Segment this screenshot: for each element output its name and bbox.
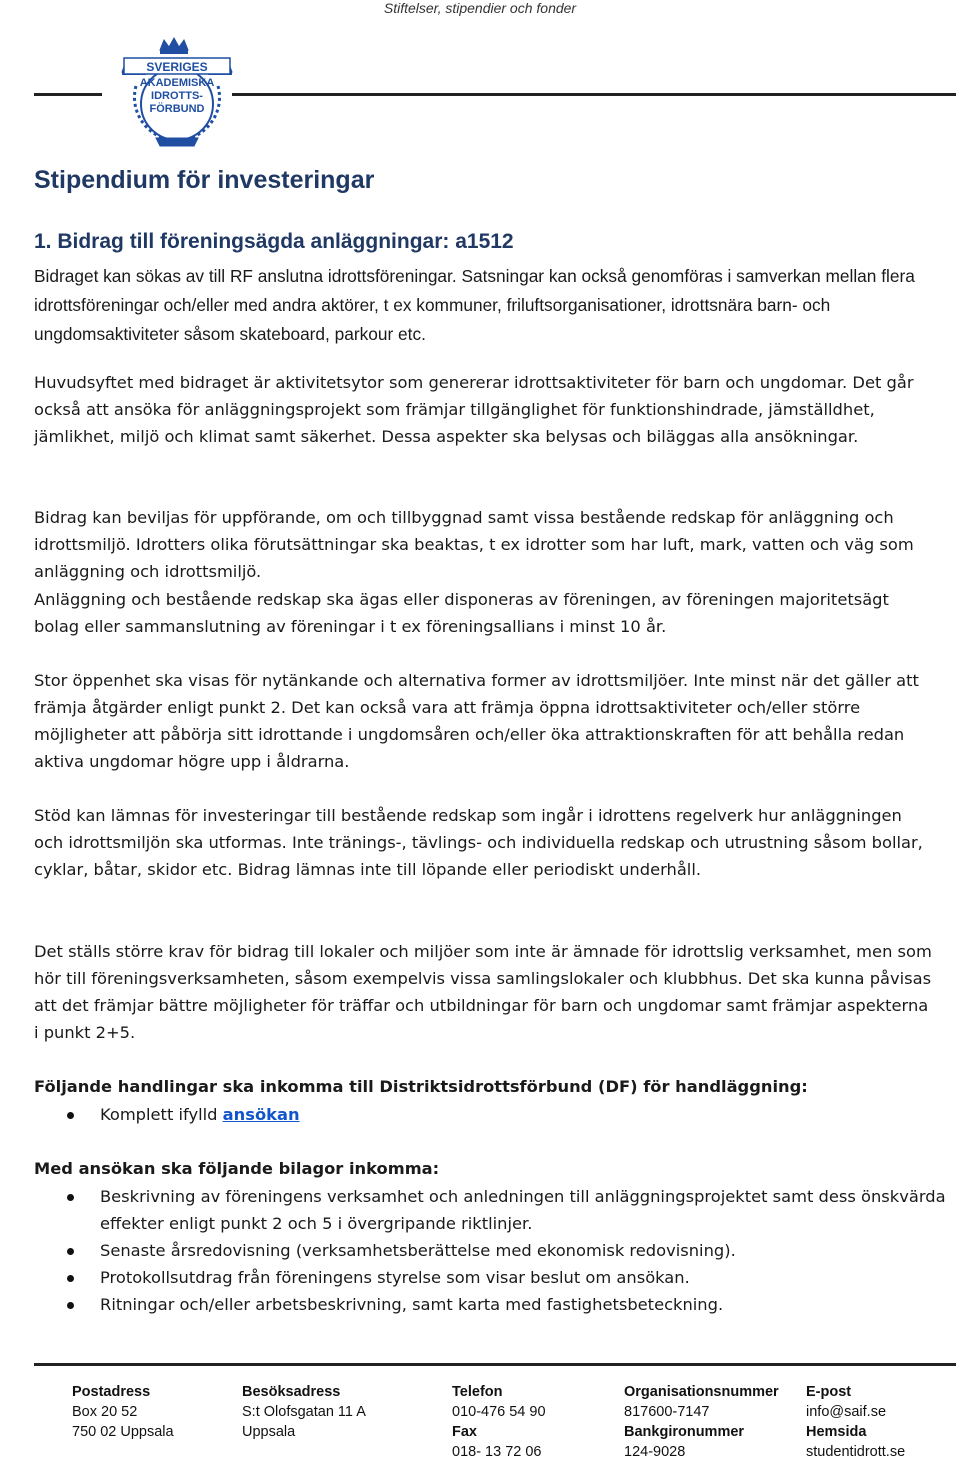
- documents-item-text: Komplett ifylld: [100, 1105, 223, 1124]
- list-item: [34, 1183, 954, 1237]
- attachments-list: [34, 1183, 954, 1318]
- attachment-text: Ritningar och/eller arbetsbeskrivning, samt karta med fastighetsbeteckning.: [100, 1295, 724, 1314]
- page-title: Stipendium för investeringar: [34, 166, 375, 194]
- paragraph-2: Huvudsyftet med bidraget är aktivitetsytor som genererar idrottsaktiviteter för barn och ungdomar. Det går också att ansöka för anläggningsprojekt som främjar tillgänglighet för funktionshindrade, jämställdhet, jämlikhet, miljö och klimat samt säkerhet. Dessa aspekter ska belysas och biläggas alla ansökningar.: [34, 373, 914, 446]
- footer-value: Box 20 52: [72, 1404, 138, 1420]
- paragraph-6: Stöd kan lämnas för investeringar till bestående redskap som ingår i idrottens regelverk hur anläggningen och idrottsmiljön ska utformas. Inte tränings-, tävlings- och individuella redskap och utrustning såsom bollar, cyklar, båtar, skidor etc. Bidrag lämnas inte till löpande eller periodiskt underhåll.: [34, 806, 923, 879]
- bullet-icon: [67, 1112, 74, 1119]
- list-item: [34, 1101, 954, 1128]
- footer-org: [624, 1382, 779, 1462]
- crown-emblem-icon: [116, 36, 238, 148]
- list-item: [34, 1291, 954, 1318]
- bullet-icon: [67, 1302, 74, 1309]
- footer-label: E-post: [806, 1384, 852, 1400]
- footer-besoksadress: [242, 1382, 366, 1442]
- attachment-text: Beskrivning av föreningens verksamhet och anledningen till anläggningsprojektet samt dess önskvärda effekter enligt punkt 2 och 5 i övergripande riktlinjer.: [100, 1187, 946, 1233]
- footer-label: Postadress: [72, 1384, 151, 1400]
- bullet-icon: [67, 1248, 74, 1255]
- footer-label: Organisationsnummer: [624, 1384, 779, 1400]
- bullet-icon: [67, 1275, 74, 1282]
- application-link[interactable]: ansökan: [222, 1105, 300, 1124]
- header-rule-right: [232, 93, 956, 96]
- attachment-text: Protokollsutdrag från föreningens styrelse som visar beslut om ansökan.: [100, 1268, 690, 1287]
- fax-number: 018- 13 72 06: [452, 1444, 542, 1460]
- paragraph-4: Anläggning och bestående redskap ska ägas eller disponeras av föreningen, av föreningen majoritetsägt bolag eller sammanslutning av föreningar i t ex föreningsallians i minst 10 år.: [34, 590, 889, 636]
- bank-number: 124-9028: [624, 1444, 686, 1460]
- section-heading: 1. Bidrag till föreningsägda anläggningar: a1512: [34, 230, 514, 253]
- logo-line-2: AKADEMISKA: [139, 77, 215, 89]
- phone-number: 010-476 54 90: [452, 1404, 546, 1420]
- org-number: 817600-7147: [624, 1404, 710, 1420]
- footer-value: 750 02 Uppsala: [72, 1424, 174, 1440]
- email-value: info@saif.se: [806, 1404, 887, 1420]
- footer-postadress: [72, 1382, 174, 1442]
- bullet-icon: [67, 1194, 74, 1201]
- list-item: [34, 1237, 954, 1264]
- footer-telefon: [452, 1382, 546, 1462]
- logo-line-1: SVERIGES: [146, 60, 208, 74]
- footer-label: Bankgironummer: [624, 1424, 745, 1440]
- footer-label: Fax: [452, 1424, 477, 1440]
- paragraph-3: Bidrag kan beviljas för uppförande, om och tillbyggnad samt vissa bestående redskap för anläggning och idrottsmiljö. Idrotters olika förutsättningar ska beaktas, t ex idrotter som har luft, mark, vatten och väg som anläggning och idrottsmiljö.: [34, 508, 914, 581]
- list-item: [34, 1264, 954, 1291]
- logo-line-3: IDROTTS-: [151, 90, 203, 102]
- footer-label: Telefon: [452, 1384, 503, 1400]
- footer-value: S:t Olofsgatan 11 A: [242, 1404, 366, 1420]
- paragraph-7: Det ställs större krav för bidrag till lokaler och miljöer som inte är ämnade för idrottslig verksamhet, men som hör till föreningsverksamheten, såsom exempelvis vissa samlingslokaler och klubbhus. Det ska kunna påvisas att det främjar bättre möjligheter för träffar och utbildningar för barn och ungdomar samt främjar aspekterna i punkt 2+5.: [34, 942, 932, 1042]
- logo-line-4: FÖRBUND: [149, 103, 205, 115]
- footer-value: Uppsala: [242, 1424, 296, 1440]
- documents-list: [34, 1101, 954, 1128]
- attachment-text: Senaste årsredovisning (verksamhetsberättelse med ekonomisk redovisning).: [100, 1241, 736, 1260]
- paragraph-1: Bidraget kan sökas av till RF anslutna idrottsföreningar. Satsningar kan också genomföras i samverkan mellan flera idrottsföreningar och/eller med andra aktörer, t ex kommuner, friluftsorganisationer, idrottsnära barn- och ungdomsaktiviteter såsom skateboard, parkour etc.: [34, 266, 915, 344]
- documents-heading: Följande handlingar ska inkomma till Distriktsidrottsförbund (DF) för handläggning:: [34, 1077, 808, 1096]
- attachments-heading: Med ansökan ska följande bilagor inkomma:: [34, 1159, 440, 1178]
- page-header: Stiftelser, stipendier och fonder: [383, 0, 577, 16]
- paragraph-5: Stor öppenhet ska visas för nytänkande och alternativa former av idrottsmiljöer. Inte minst när det gäller att främja åtgärder enligt punkt 2. Det kan också vara att främja öppna idrottsaktiviteter och/eller större möjligheter att påbörja sitt idrottande i ungdomsåren och/eller öka attraktionskraften för att behålla redan aktiva ungdomar högre upp i åldrarna.: [34, 671, 919, 771]
- footer-label: Besöksadress: [242, 1384, 341, 1400]
- footer-contact: [806, 1382, 905, 1462]
- website-value: studentidrott.se: [806, 1444, 906, 1460]
- footer-label: Hemsida: [806, 1424, 867, 1440]
- header-rule-left: [34, 93, 102, 96]
- footer-rule: [34, 1363, 956, 1366]
